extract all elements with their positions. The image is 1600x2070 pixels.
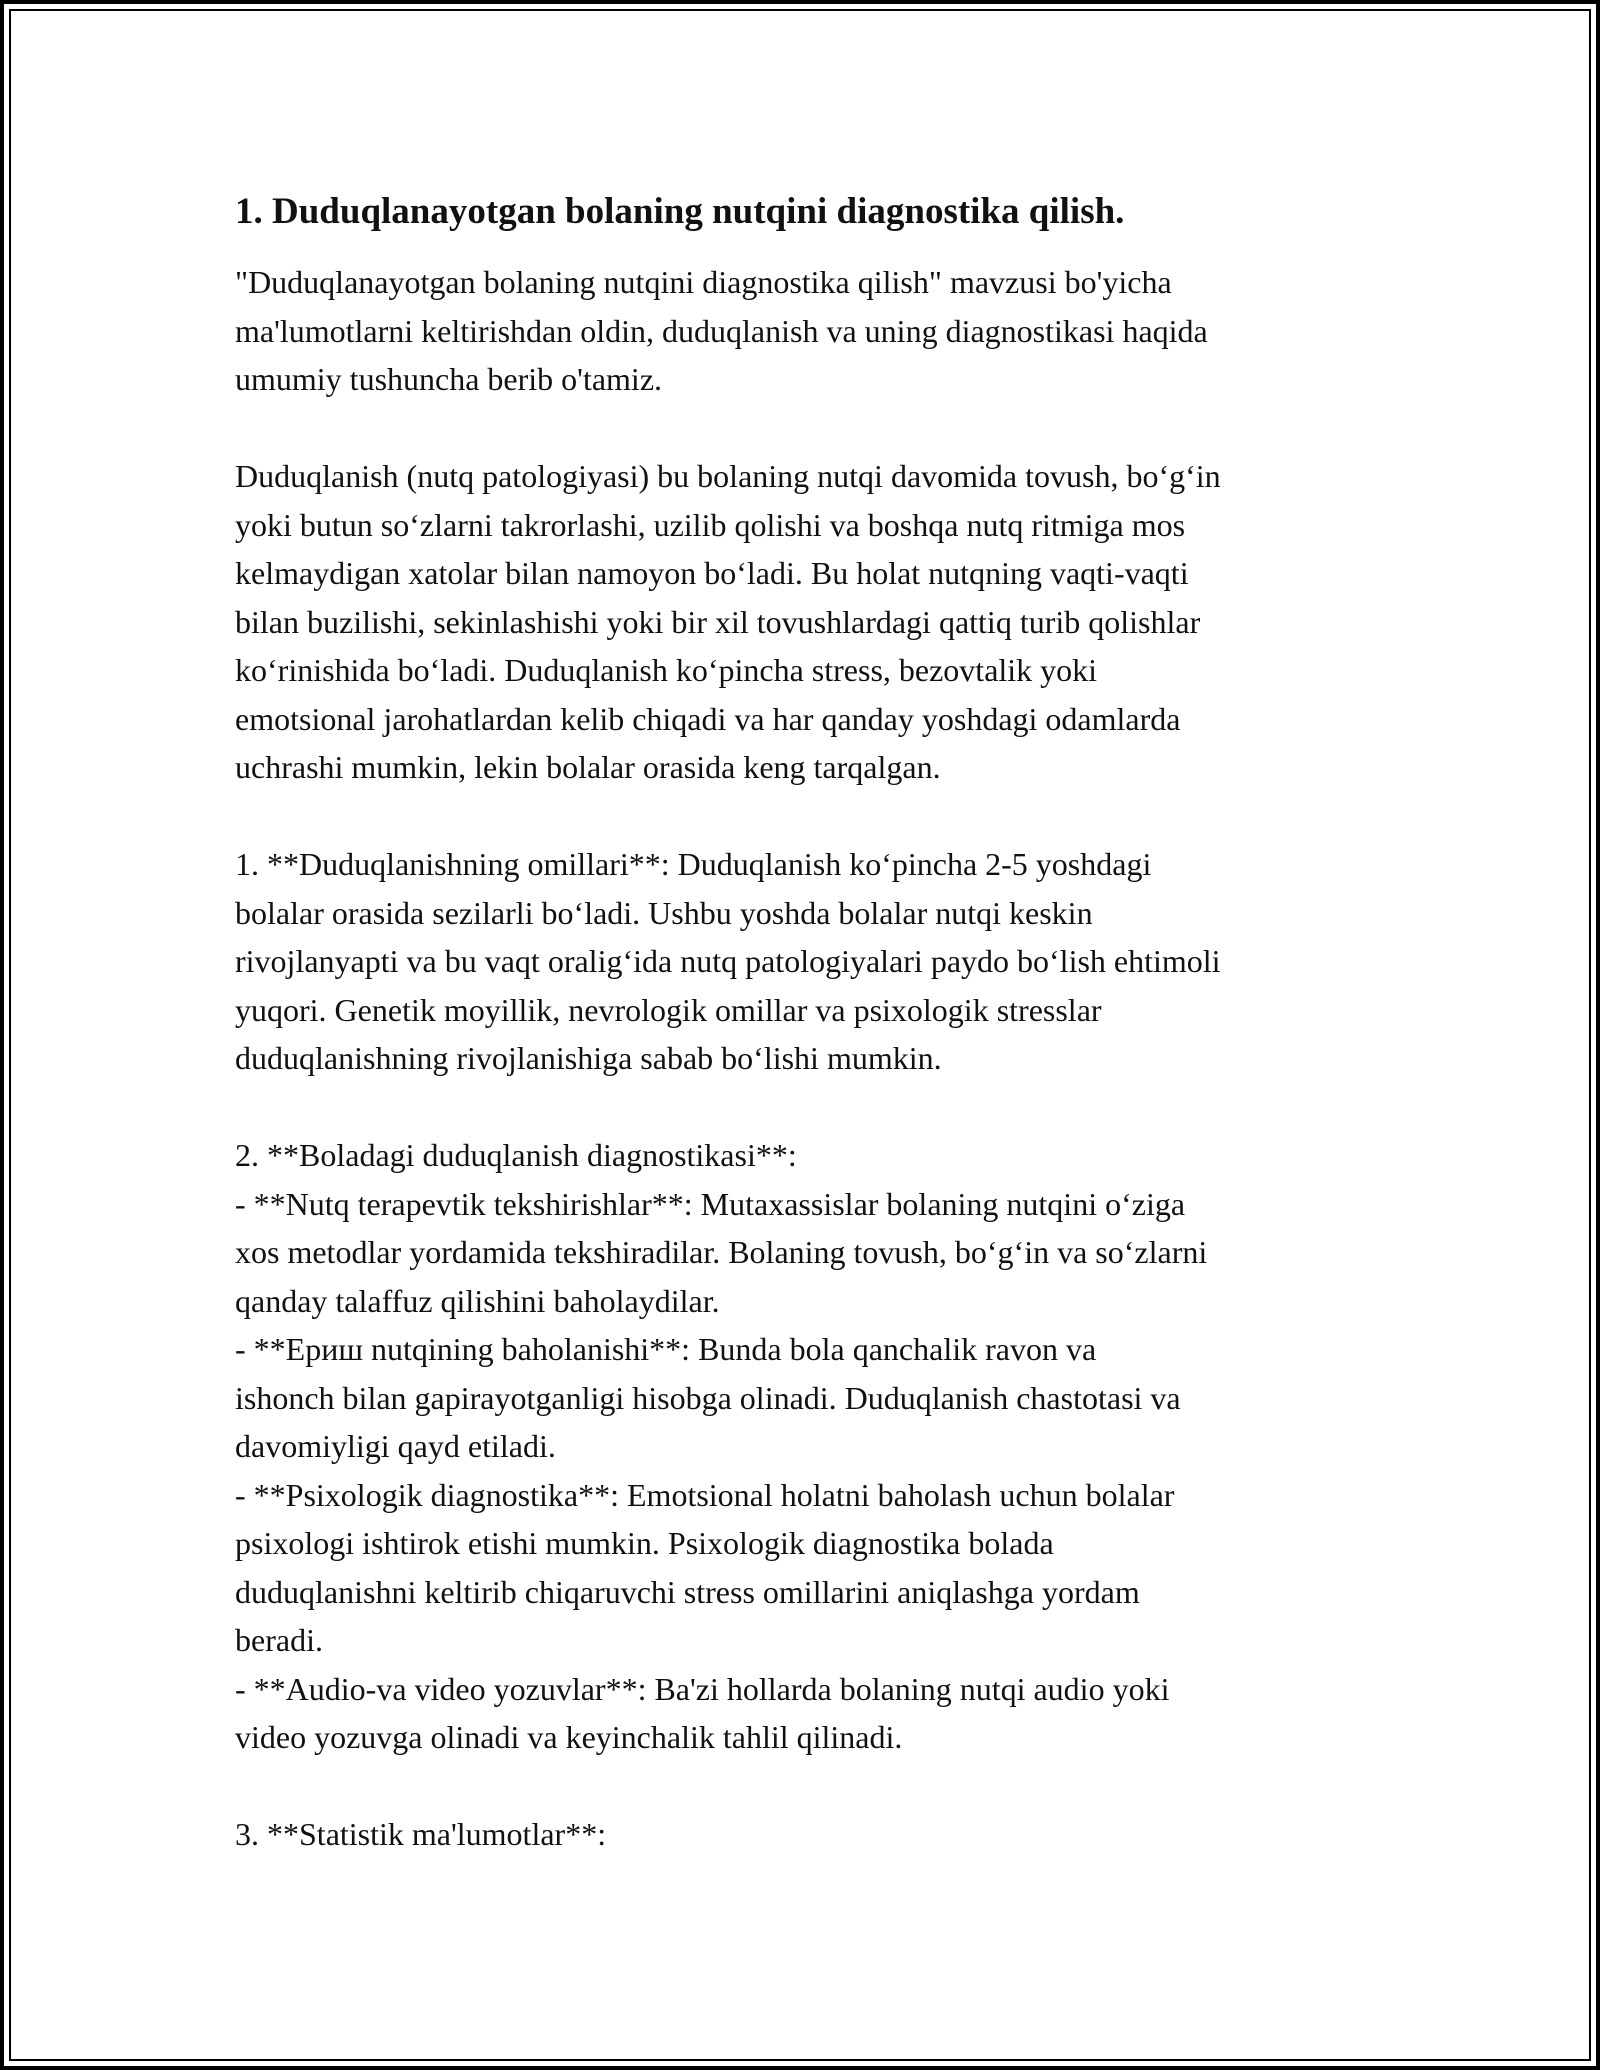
document-body [235, 188, 1395, 1859]
paragraph-gap [235, 1083, 1395, 1132]
intro-paragraph: "Duduqlanayotgan bolaning nutqini diagnostika qilish" mavzusi bo'yicha ma'lumotlarni keltirishdan oldin, duduqlanish va uning diagnostikasi haqida umumiy tushuncha berib o'tamiz. [235, 264, 1208, 397]
definition-paragraph: Duduqlanish (nutq patologiyasi) bu bolaning nutqi davomida tovush, boʻgʻin yoki butun soʻzlarni takrorlashi, uzilib qolishi va boshqa nutq ritmiga mos kelmaydigan xatolar bilan namoyon boʻladi. Bu holat nutqning vaqti-vaqti bilan buzilishi, sekinlashishi yoki bir xil tovushlardagi qattiq turib qolishlar koʻrinishida boʻladi. Duduqlanish koʻpincha stress, bezovtalik yoki emotsional jarohatlardan kelib chiqadi va har qanday yoshdagi odamlarda uchrashi mumkin, lekin bolalar orasida keng tarqalgan. [235, 458, 1221, 785]
paragraph-gap [235, 792, 1395, 841]
statistics-paragraph: 3. **Statistik ma'lumotlar**: [235, 1816, 607, 1852]
factors-paragraph: 1. **Duduqlanishning omillari**: Duduqlanish koʻpincha 2-5 yoshdagi bolalar orasida sezilarli boʻladi. Ushbu yoshda bolalar nutqi keskin rivojlanyapti va bu vaqt oraligʻida nutq patologiyalari paydo boʻlish ehtimoli yuqori. Genetik moyillik, nevrologik omillar va psixologik stresslar duduqlanishning rivojlanishiga sabab boʻlishi mumkin. [235, 846, 1221, 1076]
paragraph-gap [235, 1762, 1395, 1811]
document-title: 1. Duduqlanayotgan bolaning nutqini diagnostika qilish. [235, 191, 1125, 232]
paragraph-gap [235, 404, 1395, 453]
diagnostics-paragraph: 2. **Boladagi duduqlanish diagnostikasi**: - **Nutq terapevtik tekshirishlar**: Mutaxassislar bolaning nutqini oʻziga xos metodlar yordamida tekshiradilar. Bolaning tovush, boʻgʻin va soʻzlarni qanday talaffuz qilishini baholaydilar. - **Ериш nutqining baholanishi**: Bunda bola qanchalik ravon va ishonch bilan gapirayotganligi hisobga olinadi. Duduqlanish chastotasi va davomiyligi qayd etiladi. - **Psixologik diagnostika**: Emotsional holatni baholash uchun bolalar psixologi ishtirok etishi mumkin. Psixologik diagnostika bolada duduqlanishni keltirib chiqaruvchi stress omillarini aniqlashga yordam beradi. - **Audio-va video yozuvlar**: Ba'zi hollarda bolaning nutqi audio yoki video yozuvga olinadi va keyinchalik tahlil qilinadi. [235, 1137, 1208, 1755]
